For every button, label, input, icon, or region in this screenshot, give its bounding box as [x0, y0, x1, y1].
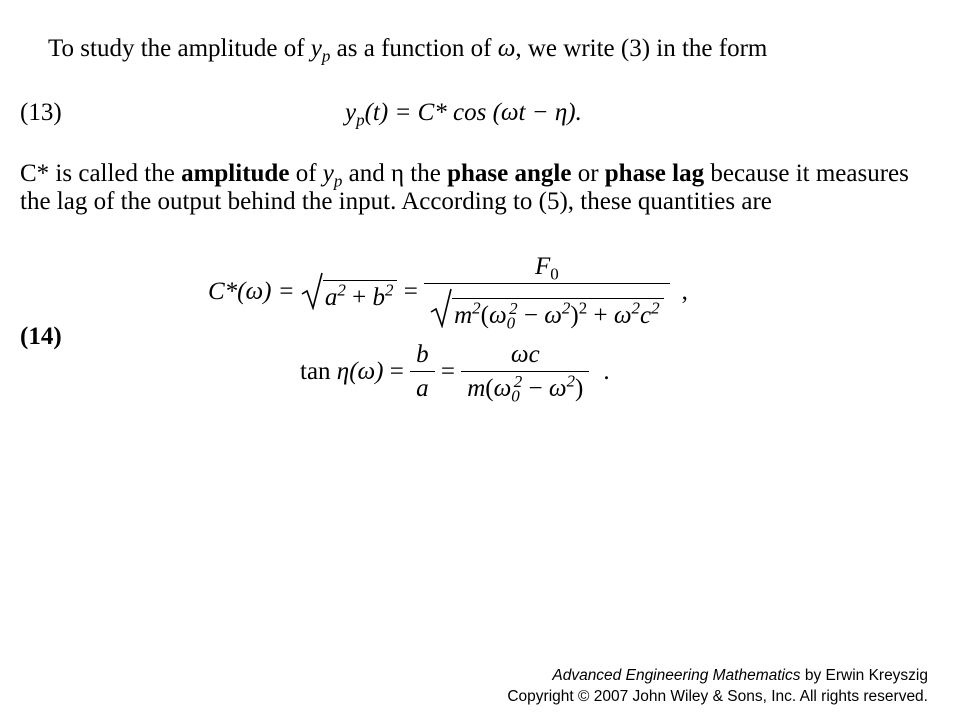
- paragraph-line-2: the lag of the output behind the input. According to (5), these quantities are: [20, 188, 772, 215]
- b-over-a-fraction: [410, 342, 435, 401]
- radical-sign: [430, 288, 452, 328]
- footer-book-line: [552, 667, 928, 685]
- intro-text-1: To study the amplitude of: [48, 35, 311, 62]
- tan-eta-lhs: tan η(ω) =: [300, 358, 411, 385]
- equation-14-phase: [300, 341, 610, 406]
- numerator-f0: $F_0$: [534, 253, 559, 284]
- term-phase-lag: phase lag: [604, 160, 705, 187]
- comma: ,: [681, 277, 688, 305]
- intro-text-3: , we write (3) in the form: [515, 35, 768, 62]
- para-text-or: or: [571, 160, 605, 187]
- equals-sign: =: [397, 277, 425, 305]
- radical-sign: [301, 272, 323, 310]
- denominator-a: a: [416, 375, 429, 402]
- intro-line: [48, 35, 768, 66]
- book-title: Advanced Engineering Mathematics: [552, 667, 801, 684]
- book-author: by Erwin Kreyszig: [800, 667, 928, 684]
- yp-symbol: $y_p$: [310, 35, 331, 66]
- denominator-sqrt: $m^2(\omega_0^2 - \omega^2)^2 + \omega^2c^2$: [424, 284, 670, 328]
- paragraph-line-1: [20, 160, 909, 191]
- period: .: [603, 358, 610, 385]
- equation-13-rhs: C* cos (ωt − η).: [417, 99, 582, 126]
- yp-symbol: $y_p$: [345, 99, 365, 130]
- equation-14-amplitude: [208, 253, 688, 333]
- footer-copyright: Copyright © 2007 John Wiley & Sons, Inc. All rights reserved.: [507, 688, 928, 705]
- yp-symbol: $y_p$: [322, 160, 343, 191]
- equation-13-label: (13): [20, 99, 62, 126]
- denominator-m-omega: $m(\omega_0^2 - \omega^2)$: [467, 371, 584, 406]
- equation-13: [345, 99, 582, 130]
- sqrt-a2-b2: $a^2 + b^2$: [301, 272, 398, 310]
- para-text-c: and η the: [342, 160, 448, 187]
- para-text-a: C* is called the: [20, 160, 182, 187]
- term-amplitude: amplitude: [181, 160, 290, 187]
- equation-13-lhs: (t) =: [364, 99, 418, 126]
- intro-text-2: as a function of: [330, 35, 498, 62]
- para-text-b: of: [289, 160, 323, 187]
- equals-sign: =: [434, 358, 462, 385]
- omega-symbol: ω: [497, 35, 516, 62]
- equation-14-label: (14): [20, 323, 62, 350]
- term-phase-angle: phase angle: [447, 160, 572, 187]
- c-star-lhs: C*(ω) =: [208, 277, 301, 305]
- para-text-d: because it measures: [704, 160, 909, 187]
- phase-fraction: [461, 341, 589, 406]
- amplitude-fraction: [424, 253, 670, 333]
- numerator-omega-c: ωc: [510, 341, 540, 368]
- numerator-b: b: [416, 341, 429, 368]
